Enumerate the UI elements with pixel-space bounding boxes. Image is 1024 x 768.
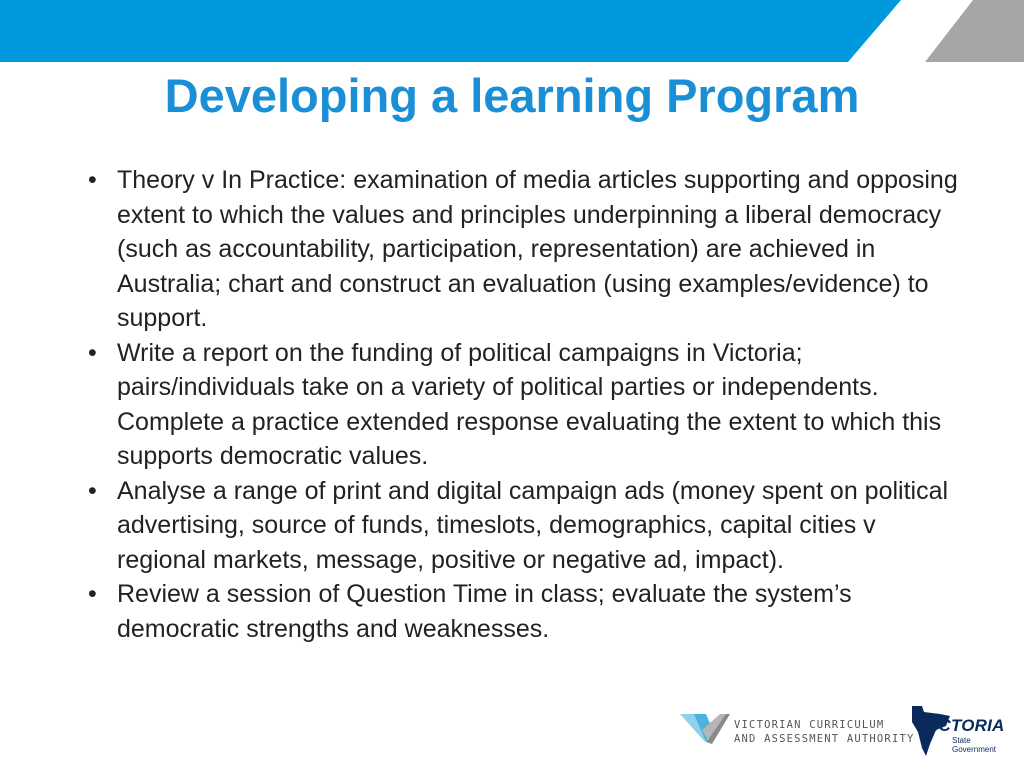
victoria-sub-line-2: Government (952, 745, 997, 754)
bullet-item (86, 336, 966, 474)
slide-title: Developing a learning Program (164, 69, 860, 122)
vcaa-wordmark (734, 718, 915, 746)
victoria-sub-line-1: State (952, 736, 971, 745)
header-grey-corner (925, 0, 1024, 62)
bullet-text: Write a report on the funding of political campaigns in Victoria; pairs/individuals take on a variety of political parties or independents. Complete a practice extended response evaluating the extent to which this supports democratic values. (117, 338, 942, 470)
vcaa-line-2: AND ASSESSMENT AUTHORITY (734, 733, 915, 745)
bullet-marker: • (88, 166, 97, 194)
vcaa-line-1: VICTORIAN CURRICULUM (734, 719, 885, 731)
bullet-item (86, 474, 966, 578)
header-band (0, 0, 1024, 62)
bullet-marker: • (88, 476, 97, 505)
vcaa-mark-icon (680, 712, 730, 746)
bullet-item (86, 577, 966, 646)
header-blue-band (0, 0, 901, 62)
victoria-subtitle (952, 736, 996, 754)
victoria-logo (910, 704, 1005, 760)
bullet-item (86, 163, 966, 336)
bullet-marker: • (88, 580, 97, 608)
bullet-list (86, 163, 966, 646)
bullet-text: Review a session of Question Time in class; evaluate the system’s democratic strengths and weaknesses. (117, 580, 852, 643)
vcaa-logo (680, 712, 915, 748)
bullet-text: Theory v In Practice: examination of media articles supporting and opposing extent to which the values and principles underpinning a liberal democracy (such as accountability, participation, representation) are achieved in Australia; chart and construct an evaluation (using examples/evidence) to support. (117, 166, 958, 332)
bullet-marker: • (88, 338, 97, 367)
bullet-text: Analyse a range of print and digital campaign ads (money spent on political advertising, source of funds, timeslots, demographics, capital cities v regional markets, message, positive or negative ad, impact). (117, 476, 949, 574)
victoria-wordmark: VICTORIA (922, 716, 1005, 735)
